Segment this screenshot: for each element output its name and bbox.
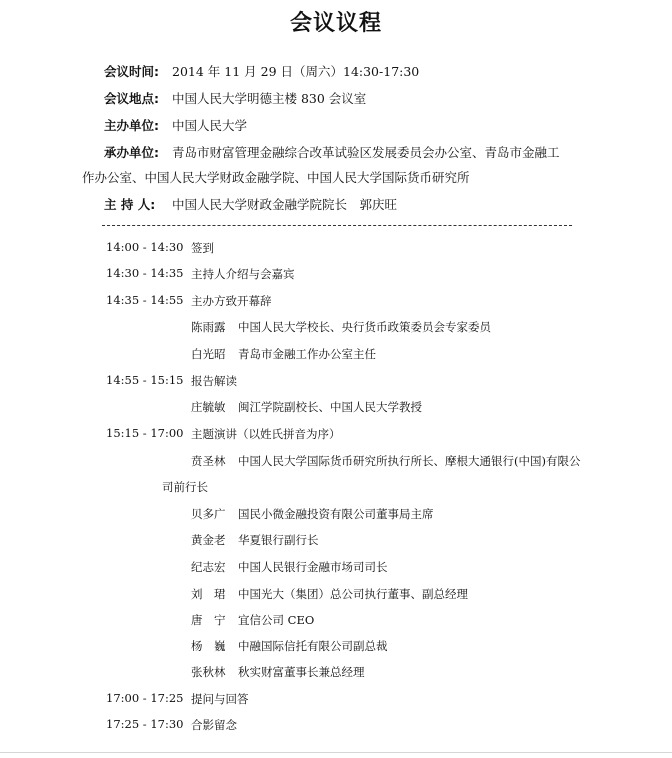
info-label: 主 持 人: bbox=[104, 197, 156, 212]
schedule-event: 报告解读 bbox=[191, 374, 237, 388]
info-value: 中国人民大学明德主楼 830 会议室 bbox=[172, 91, 367, 106]
speaker-name: 纪志宏 bbox=[191, 560, 226, 574]
schedule-time: 15:15 - 17:00 bbox=[106, 426, 184, 440]
speaker-title: 国民小微金融投资有限公司董事局主席 bbox=[238, 507, 434, 521]
info-label: 会议地点: bbox=[104, 91, 159, 106]
page-title: 会议议程 bbox=[289, 11, 382, 36]
speaker-title: 宜信公司 CEO bbox=[238, 613, 315, 627]
speaker-title: 中国光大（集团）总公司执行董事、副总经理 bbox=[238, 587, 468, 601]
speaker-title: 华夏银行副行长 bbox=[238, 533, 319, 547]
page-bottom-edge bbox=[0, 752, 672, 753]
dashed-divider bbox=[102, 225, 572, 226]
schedule-event: 主办方致开幕辞 bbox=[191, 294, 272, 308]
speaker-title: 秋实财富董事长兼总经理 bbox=[238, 665, 365, 679]
schedule-event: 主持人介绍与会嘉宾 bbox=[191, 267, 295, 281]
info-value: 2014 年 11 月 29 日（周六）14:30-17:30 bbox=[172, 64, 420, 79]
speaker-title: 中融国际信托有限公司副总裁 bbox=[238, 639, 388, 653]
info-label: 主办单位: bbox=[104, 118, 159, 133]
info-value: 中国人民大学 bbox=[172, 118, 248, 133]
speaker-title: 中国人民银行金融市场司司长 bbox=[238, 560, 388, 574]
speaker-title-continued: 司前行长 bbox=[162, 480, 208, 494]
schedule-time: 14:30 - 14:35 bbox=[106, 266, 184, 280]
speaker-name: 杨 巍 bbox=[191, 639, 226, 653]
info-value: 青岛市财富管理金融综合改革试验区发展委员会办公室、青岛市金融工 bbox=[172, 145, 560, 160]
schedule-time: 17:00 - 17:25 bbox=[106, 691, 184, 705]
speaker-name: 白光昭 bbox=[191, 347, 226, 361]
info-label: 承办单位: bbox=[104, 145, 159, 160]
speaker-title: 闽江学院副校长、中国人民大学教授 bbox=[238, 400, 422, 414]
speaker-name: 张秋林 bbox=[191, 665, 226, 679]
schedule-event: 提问与回答 bbox=[191, 692, 249, 706]
schedule-time: 14:55 - 15:15 bbox=[106, 373, 184, 387]
schedule-event: 主题演讲（以姓氏拼音为序） bbox=[191, 427, 341, 441]
speaker-title: 中国人民大学国际货币研究所执行所长、摩根大通银行(中国)有限公 bbox=[238, 454, 581, 468]
schedule-time: 17:25 - 17:30 bbox=[106, 717, 184, 731]
speaker-name: 黄金老 bbox=[191, 533, 226, 547]
info-value-continued: 作办公室、中国人民大学财政金融学院、中国人民大学国际货币研究所 bbox=[82, 170, 470, 185]
speaker-name: 贝多广 bbox=[191, 507, 226, 521]
info-label: 会议时间: bbox=[104, 64, 159, 79]
schedule-time: 14:00 - 14:30 bbox=[106, 240, 184, 254]
info-value: 中国人民大学财政金融学院院长 郭庆旺 bbox=[172, 197, 398, 212]
speaker-name: 陈雨露 bbox=[191, 320, 226, 334]
speaker-name: 唐 宁 bbox=[191, 613, 226, 627]
schedule-event: 合影留念 bbox=[191, 718, 237, 732]
speaker-title: 中国人民大学校长、央行货币政策委员会专家委员 bbox=[238, 320, 491, 334]
speaker-title: 青岛市金融工作办公室主任 bbox=[238, 347, 376, 361]
schedule-event: 签到 bbox=[191, 241, 214, 255]
schedule-time: 14:35 - 14:55 bbox=[106, 293, 184, 307]
speaker-name: 庄毓敏 bbox=[191, 400, 226, 414]
speaker-name: 贲圣林 bbox=[191, 454, 226, 468]
speaker-name: 刘 珺 bbox=[191, 587, 226, 601]
